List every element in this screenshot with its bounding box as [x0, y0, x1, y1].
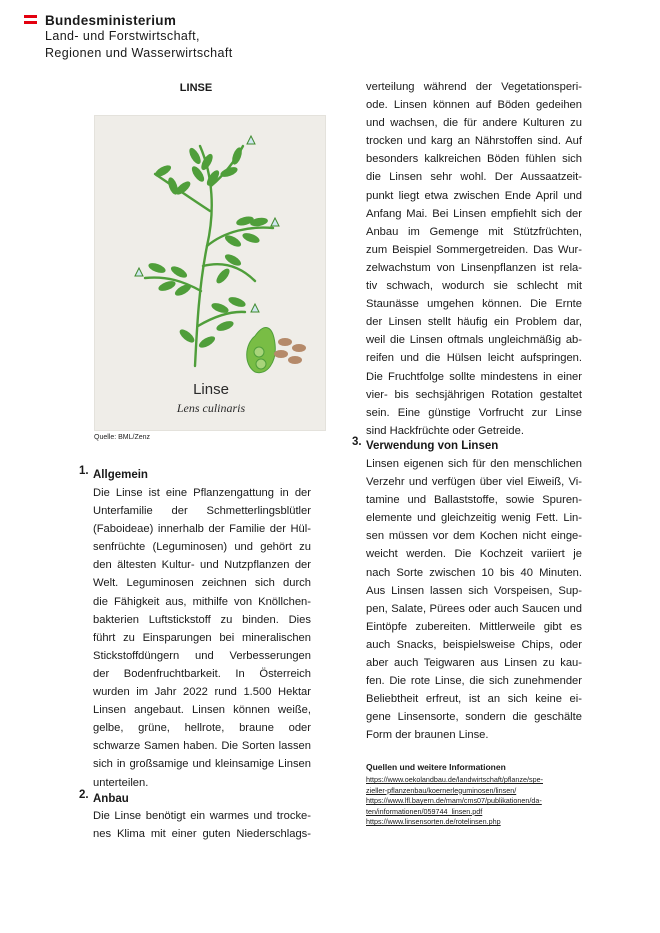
- section-2-line: Anbau im Gemenge mit Stützfrüchten,: [366, 225, 582, 238]
- section-1-line: unterteilen.: [93, 776, 149, 789]
- section-3-line: Aus Linsen lassen sich Vorspeisen, Sup-: [366, 584, 582, 597]
- source-link-oekolandbau[interactable]: https://www.oekolandbau.de/landwirtschaft/pflanze/spe-: [366, 775, 543, 784]
- section-3-body: [366, 455, 582, 745]
- section-1-line: Welt. Leguminosen zeichnen sich durch: [93, 577, 311, 590]
- figure-latin-name: Lens culinaris: [176, 401, 246, 415]
- section-3-line: Eintöpfe zubereiten. Mittlerweile gibt es: [366, 620, 582, 633]
- section-3-title: Verwendung von Linsen: [366, 440, 499, 452]
- section-2-line: Die Linse benötigt ein warmes und trocke-: [93, 810, 311, 822]
- section-2-number: 2.: [79, 789, 89, 801]
- section-2-line: nes Klima mit einer guten Niederschlags-: [93, 828, 311, 841]
- ministry-subtitle-line-2: Regionen und Wasserwirtschaft: [45, 46, 233, 60]
- section-3-line: weicht werden. Die Kochzeit variiert je: [366, 548, 582, 561]
- section-3-line: sen müssen vor dem Kochen nicht einge-: [366, 530, 582, 543]
- section-1-line: wurden im Jahr 2022 rund 1.500 Hektar: [93, 686, 311, 699]
- section-2-line: vier- bis sechsjährigen Rotation gestaltet: [366, 388, 582, 401]
- section-2-line: weil die Linsen oftmals ungleichmäßig ab-: [366, 334, 582, 347]
- ministry-subtitle-line-1: Land- und Forstwirtschaft,: [45, 29, 200, 43]
- lentil-plant-drawing: [95, 116, 327, 432]
- section-3-line: tamine und Ballaststoffe, sowie Spuren-: [366, 494, 582, 507]
- section-2-line: sind Hackfrüchte oder Getreide.: [366, 424, 524, 437]
- section-3-number: 3.: [352, 436, 362, 448]
- section-1-line: senfrüchte (Leguminosen) und gehört zu: [93, 541, 311, 554]
- section-1-line: Unterfamilie der Schmetterlingsblütler: [93, 505, 311, 518]
- lentil-illustration: [94, 115, 326, 431]
- source-link-lfl-bayern[interactable]: https://www.lfl.bayern.de/mam/cms07/publikationen/da-: [366, 796, 542, 806]
- source-link-linsensorten[interactable]: https://www.linsensorten.de/rotelinsen.php: [366, 817, 501, 827]
- figure-caption: Quelle: BML/Zenz: [94, 434, 151, 441]
- section-1-line: Linsen angebaut. Linsen können weiße,: [93, 704, 311, 717]
- section-1-body: [93, 484, 311, 792]
- sources-block: [366, 760, 606, 828]
- section-2-line: tiv schwach, wodurch sie schlecht mit: [366, 280, 582, 293]
- section-2-line: zum Beispiel Sommergetreiden. Das Wur-: [366, 243, 582, 256]
- section-1-number: 1.: [79, 465, 89, 477]
- section-2-body-start: [93, 807, 311, 843]
- section-2-line: trocken und karg an Nährstoffen sind. Auf: [366, 135, 582, 148]
- section-3-line: nach Sorte zwischen 10 bis 40 Minuten.: [366, 566, 582, 579]
- section-3-line: elemente und gleichzeitig wenig Fett. Lin-: [366, 512, 582, 525]
- section-3-line: gene Linsensorte, sondern die geschälte: [366, 711, 582, 724]
- source-link-lfl-bayern-cont[interactable]: ten/informationen/059744_linsen.pdf: [366, 806, 483, 816]
- section-3-line: pen, Salate, Pürees oder auch Saucen und: [366, 602, 582, 615]
- section-2-line: verteilung während der Vegetationsperi-: [366, 81, 582, 93]
- section-3-heading: [352, 436, 582, 454]
- section-2-heading: [79, 789, 311, 807]
- section-1-line: Stickstoffdüngern und Verbesserungen: [93, 649, 311, 662]
- section-2-line: zelwachstum von Linsenpflanzen ist rela-: [366, 261, 582, 274]
- section-1-line: der Bodenfruchtbarkeit. In Österreich: [93, 667, 311, 680]
- section-1-line: führt zu Einsparungen bei mineralischen: [93, 631, 311, 644]
- section-1-line: den ältesten Kultur- und Nutzpflanzen der: [93, 559, 311, 572]
- left-column: [80, 78, 312, 98]
- section-1-line: sich in großsamige und kleinsamige Linsen: [93, 758, 311, 771]
- section-2-line: und wachsen, die für andere Kulturen zu: [366, 117, 582, 130]
- section-1-line: die Fähigkeit aus, mithilfe von Knöllchen-: [93, 595, 311, 608]
- section-2-line: ode. Linsen können auf Böden gedeihen: [366, 99, 582, 112]
- section-1-line: gelbe, grüne, hellrote, braune oder: [93, 722, 311, 735]
- section-1-heading: [79, 465, 311, 483]
- section-3-line: aber auch Teigwaren aus Linsen zu kau-: [366, 657, 582, 670]
- section-1-line: Die Linse ist eine Pflanzengattung in der: [93, 487, 311, 499]
- figure-common-name: Linse: [193, 381, 229, 398]
- section-2-line: reifen und die Hülsen leicht aufspringen.: [366, 352, 582, 365]
- section-1-line: schwarze Samen haben. Die Sorten lassen: [93, 740, 311, 753]
- section-1-line: bakterien Luftstickstoff zu binden. Dies: [93, 613, 311, 626]
- sources-heading: Quellen und weitere Informationen: [366, 762, 506, 772]
- section-3-line: Form der braunen Linse.: [366, 729, 489, 742]
- section-1-line: (Faboideae) innerhalb der Familie der Hül-: [93, 523, 311, 536]
- section-2-line: der Linsen stellt häufig ein Problem dar,: [366, 316, 582, 329]
- section-2-line: die Linsen sehr wohl. Der Aussaatzeit-: [366, 171, 582, 184]
- section-3-line: Verzehr und verfügen über viel Eiweiß, Vi-: [366, 476, 582, 489]
- section-2-line: Die Fruchtfolge sollte mindestens in einer: [366, 370, 582, 383]
- section-3-line: Linsen eigenen sich für den menschlichen: [366, 458, 582, 470]
- section-2-line: punkt liegt etwa zwischen Ende April und: [366, 189, 582, 202]
- section-2-line: Staunässe umgehen können. Die Ernte: [366, 298, 582, 311]
- source-link-oekolandbau-cont[interactable]: zieller-pflanzenbau/koernerleguminosen/linsen/: [366, 785, 517, 795]
- document-title: LINSE: [179, 82, 213, 94]
- section-2-line: sein. Eine günstige Vorfrucht zur Linse: [366, 406, 582, 419]
- section-2-line: besonders kalkreichen Böden fühlen sich: [366, 153, 582, 166]
- section-3-line: auch Snacks, beispielsweise Chips, oder: [366, 638, 582, 651]
- ministry-name: Bundesministerium: [45, 13, 177, 28]
- section-1-title: Allgemein: [93, 469, 148, 481]
- section-2-title: Anbau: [93, 793, 129, 805]
- section-3-line: fen. Die rote Linse, die sich zunehmender: [366, 675, 582, 688]
- austrian-flag-logo: [24, 15, 37, 24]
- section-3-line: Beliebtheit erfreut, ist an sich keine ei-: [366, 693, 582, 706]
- section-2-line: Anfang Mai. Bei Linsen empfiehlt sich der: [366, 207, 582, 220]
- section-2-body-continued: [366, 78, 582, 440]
